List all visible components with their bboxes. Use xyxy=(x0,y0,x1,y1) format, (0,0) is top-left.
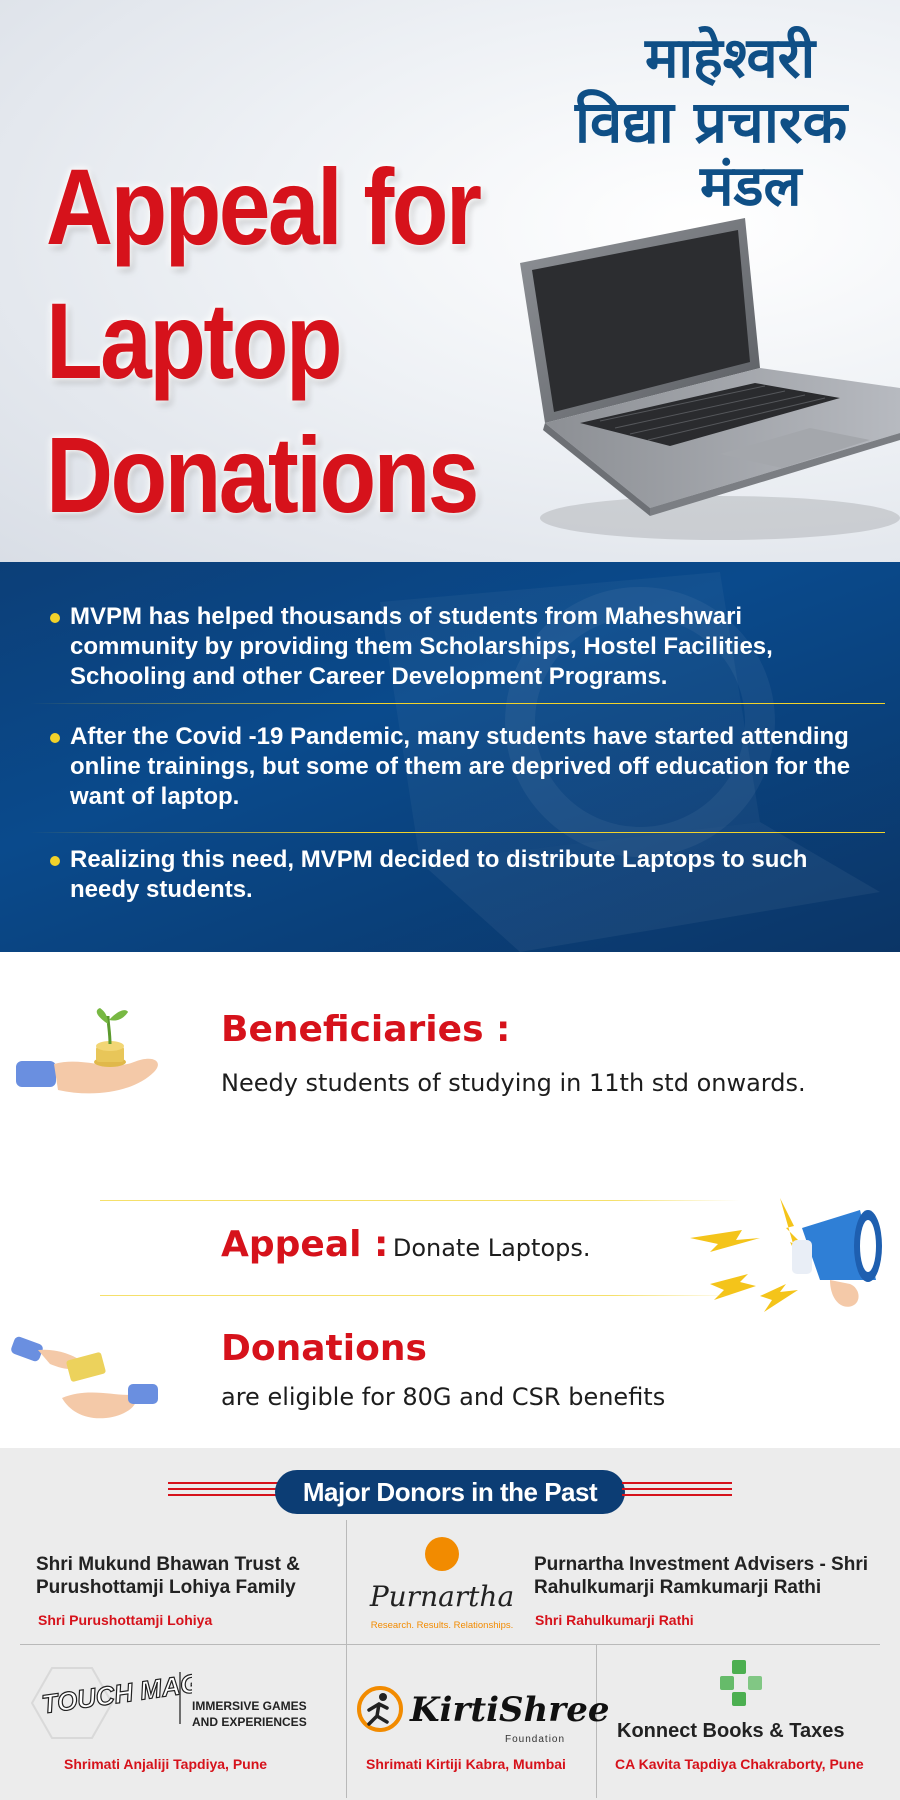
appeal-text: Donate Laptops. xyxy=(392,1234,591,1262)
donors-title: Major Donors in the Past xyxy=(275,1470,625,1514)
bullet-item-3 xyxy=(50,845,870,905)
appeal-row xyxy=(221,1224,591,1269)
beneficiaries-heading: Beneficiaries : xyxy=(221,1009,511,1050)
bullet-text: Realizing this need, MVPM decided to distribute Laptops to such needy students. xyxy=(70,846,808,903)
divider xyxy=(30,703,885,704)
donor-name: Konnect Books & Taxes xyxy=(617,1720,845,1742)
konnect-logo-icon xyxy=(718,1658,768,1718)
donors-section xyxy=(0,1448,900,1800)
about-panel xyxy=(0,562,900,952)
kirtishree-logo xyxy=(355,1684,610,1754)
bullet-text: After the Covid -19 Pandemic, many students have started attending online trainings, but some of them are deprived off education for the want of laptop. xyxy=(70,723,851,810)
donor-contact: Shrimati Anjaliji Tapdiya, Pune xyxy=(64,1756,268,1772)
donor-name: Purnartha Investment Advisers - Shri Rahulkumarji Ramkumarji Rathi xyxy=(534,1554,869,1598)
bullet-dot-icon xyxy=(50,613,60,623)
beneficiaries-text: Needy students of studying in 11th std onwards. xyxy=(221,1069,806,1097)
logo-line-1: माहेश्वरी xyxy=(645,26,816,91)
divider xyxy=(30,832,885,833)
mvpm-logo xyxy=(575,18,885,218)
purnartha-logo xyxy=(362,1536,522,1636)
divider xyxy=(100,1200,740,1201)
appeal-heading: Appeal : xyxy=(221,1224,389,1265)
bullet-item-2 xyxy=(50,722,870,812)
orange-sun-icon xyxy=(424,1536,460,1572)
title-line-1: Appeal for xyxy=(46,146,480,267)
donor-contact: Shrimati Kirtiji Kabra, Mumbai xyxy=(366,1756,566,1772)
svg-text:TOUCH MAGIX: TOUCH MAGIX xyxy=(39,1664,192,1720)
bullet-dot-icon xyxy=(50,856,60,866)
hand-with-coins-icon xyxy=(14,1006,164,1106)
kirtishree-tagline: Foundation xyxy=(505,1734,566,1745)
touch-magix-tagline: IMMERSIVE GAMES AND EXPERIENCES xyxy=(192,1699,307,1729)
donations-text: are eligible for 80G and CSR benefits xyxy=(221,1383,666,1411)
kirtishree-logo-text: KirtiShree xyxy=(410,1690,610,1730)
bullet-text: MVPM has helped thousands of students from Maheshwari community by providing them Scholarships, Hostel Facilities, Schooling and other Career Development Programs. xyxy=(70,603,773,690)
bullet-item-1 xyxy=(50,602,870,692)
touch-magix-mark xyxy=(22,1658,192,1748)
title-line-2: Laptop xyxy=(46,280,341,401)
touch-magix-logo xyxy=(22,1658,322,1748)
megaphone-icon xyxy=(690,1188,890,1338)
decor-lines xyxy=(168,1482,278,1496)
running-figure-icon xyxy=(355,1684,405,1734)
hero-banner xyxy=(0,0,900,562)
page-title xyxy=(46,140,493,542)
hand-giving-card-icon xyxy=(10,1328,160,1428)
donations-heading: Donations xyxy=(221,1328,427,1369)
laptop-image xyxy=(510,218,900,558)
logo-line-3: मंडल xyxy=(700,154,802,219)
title-line-3: Donations xyxy=(46,414,477,535)
decor-lines xyxy=(622,1482,732,1496)
divider xyxy=(100,1295,740,1296)
bullet-dot-icon xyxy=(50,733,60,743)
donor-contact: Shri Purushottamji Lohiya xyxy=(38,1612,213,1628)
details-section xyxy=(0,952,900,1448)
donor-contact: Shri Rahulkumarji Rathi xyxy=(535,1612,694,1628)
purnartha-logo-text: Purnartha xyxy=(369,1580,515,1613)
donor-name: Shri Mukund Bhawan Trust & Purushottamji Lohiya Family xyxy=(36,1554,300,1598)
logo-line-2: विद्या प्रचारक xyxy=(575,88,848,156)
grid-divider xyxy=(346,1520,347,1798)
purnartha-tagline: Research. Results. Relationships. xyxy=(370,1620,514,1631)
grid-divider xyxy=(20,1644,880,1645)
donor-contact: CA Kavita Tapdiya Chakraborty, Pune xyxy=(615,1756,864,1772)
